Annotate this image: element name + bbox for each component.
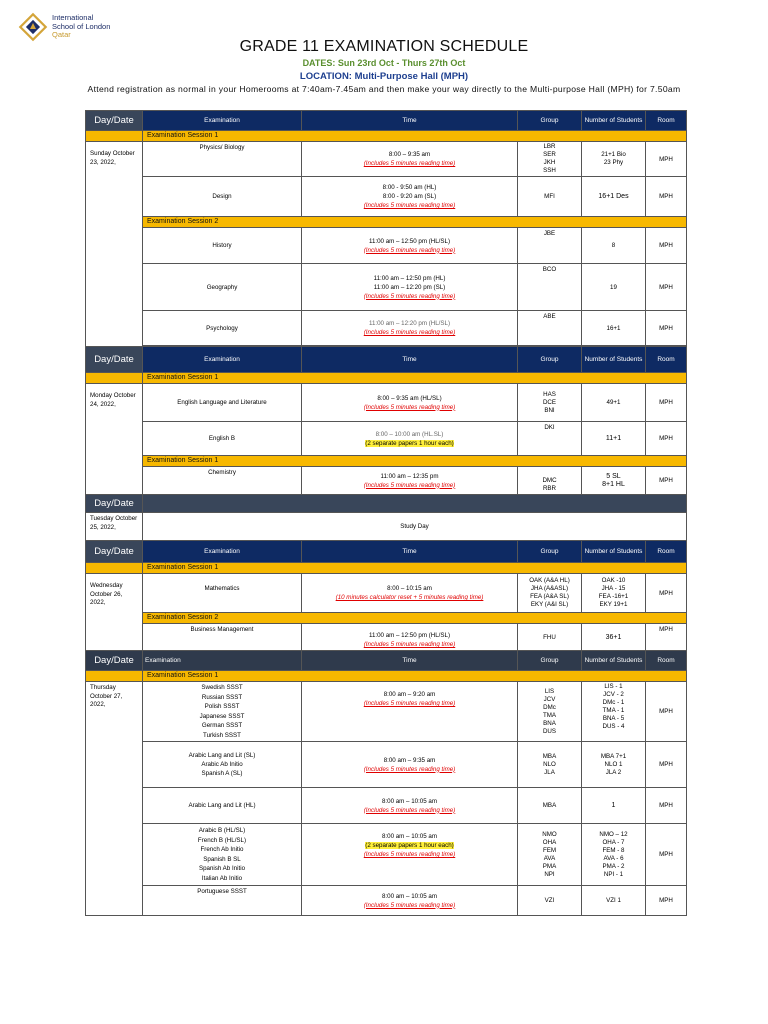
exam-room: MPH xyxy=(646,311,687,346)
exam-name: English B xyxy=(143,422,302,456)
student-count: 49+1 xyxy=(582,384,646,422)
session-label: Examination Session 1 xyxy=(143,131,687,142)
exam-group: VZI xyxy=(518,886,582,916)
session-label: Examination Session 1 xyxy=(143,671,687,682)
reading-note: (Includes 5 minutes reading time) xyxy=(363,246,456,254)
exam-room: MPH xyxy=(646,228,687,264)
exam-name: English Language and Literature xyxy=(143,384,302,422)
header-room: Room xyxy=(646,651,687,671)
exam-group: JBE xyxy=(518,228,582,264)
table-row xyxy=(86,228,687,264)
header-row xyxy=(86,541,687,563)
student-count: 16+1 xyxy=(582,311,646,346)
exam-group: OAK (A&A HL) JHA (A&ASL) FEA (A&A SL) EKY (A&I SL) xyxy=(518,574,582,613)
day-cell: Wednesday October 26, 2022, xyxy=(86,574,143,651)
day-cell: Tuesday October 25, 2022, xyxy=(86,513,143,541)
school-name: International School of London Qatar xyxy=(52,13,111,40)
reading-note: (Includes 5 minutes reading time) xyxy=(363,641,456,648)
table-row xyxy=(86,384,687,422)
student-count: OAK -10 JHA - 15 FEA -16+1 EKY 19+1 xyxy=(582,574,646,613)
exam-room: MPH xyxy=(646,824,687,886)
papers-note: (2 separate papers 1 hour each) xyxy=(365,842,454,849)
header-day: Day/Date xyxy=(86,495,143,513)
header-group: Group xyxy=(518,651,582,671)
reading-note: (Includes 5 minutes reading time) xyxy=(363,329,456,336)
exam-name: Psychology xyxy=(143,311,302,346)
exam-time: 8:00 – 10:00 am (HL.SL) xyxy=(375,430,444,438)
exam-name: Arabic Lang and Lit (HL) xyxy=(143,788,302,824)
exam-name: Mathematics xyxy=(143,574,302,613)
header-group: Group xyxy=(518,111,582,131)
exam-time: 8:00 – 9:35 am (HL/SL) xyxy=(377,394,442,402)
student-count: 1 xyxy=(582,788,646,824)
header-exam: Examination xyxy=(143,651,302,671)
session-label: Examination Session 2 xyxy=(143,217,687,228)
student-count: 21+1 Bio 23 Phy xyxy=(582,142,646,177)
header-time: Time xyxy=(302,347,518,373)
exam-time: 11:00 am – 12:50 pm (HL) 11:00 am – 12:20 pm (SL) xyxy=(373,274,446,291)
header-day: Day/Date xyxy=(86,347,143,373)
header-exam: Examination xyxy=(143,541,302,563)
table-row xyxy=(86,142,687,177)
reading-note: (Includes 5 minutes reading time) xyxy=(363,901,456,909)
table-row xyxy=(86,264,687,311)
header-students: Number of Students xyxy=(582,347,646,373)
registration-note: Attend registration as normal in your Homerooms at 7:40am-7.45am and then make your way directly to the Multi-purpose Hall (MPH) for 7.50am xyxy=(87,84,681,94)
header-group: Group xyxy=(518,347,582,373)
reading-note: (Includes 5 minutes reading time) xyxy=(363,700,456,707)
exam-name: Chemistry xyxy=(143,467,302,495)
header-room: Room xyxy=(646,541,687,563)
exam-room: MPH xyxy=(646,574,687,613)
student-count: MBA 7+1 NLO 1 JLA 2 xyxy=(582,742,646,788)
exam-dates: DATES: Sun 23rd Oct - Thurs 27th Oct xyxy=(302,58,466,68)
header-room: Room xyxy=(646,111,687,131)
exam-time: 8:00 am – 10:05 am xyxy=(381,797,438,805)
header-time: Time xyxy=(302,111,518,131)
reading-note: (Includes 5 minutes reading time) xyxy=(363,202,456,209)
student-count: VZI 1 xyxy=(582,886,646,916)
exam-group: MBA NLO JLA xyxy=(518,742,582,788)
table-row xyxy=(86,824,687,886)
header-row xyxy=(86,651,687,671)
exam-time: 11:00 am – 12:35 pm xyxy=(380,472,439,480)
header-day: Day/Date xyxy=(86,111,143,131)
table-row xyxy=(86,574,687,613)
exam-group: HAS DCE BNI xyxy=(518,384,582,422)
table-row xyxy=(86,682,687,742)
exam-name: History xyxy=(143,228,302,264)
calc-note: (10 minutes calculator reset + 5 minutes reading time) xyxy=(335,594,484,601)
reading-note: (Includes 5 minutes reading time) xyxy=(363,160,456,167)
exam-time: 8:00 – 9:35 am xyxy=(388,151,431,158)
session-label: Examination Session 1 xyxy=(143,456,687,467)
exam-name: Business Management xyxy=(143,624,302,651)
student-count: 19 xyxy=(582,264,646,311)
student-count: 8 xyxy=(582,228,646,264)
table-row xyxy=(86,311,687,346)
papers-note: (2 separate papers 1 hour each) xyxy=(365,439,454,447)
exam-group: MBA xyxy=(518,788,582,824)
table-row xyxy=(86,422,687,456)
exam-schedule-table xyxy=(85,110,687,916)
reading-note: (Includes 5 minutes reading time) xyxy=(363,851,456,858)
exam-name: Portuguese SSST xyxy=(143,886,302,916)
exam-room: MPH xyxy=(646,142,687,177)
exam-room: MPH xyxy=(646,467,687,495)
reading-note: (Includes 5 minutes reading time) xyxy=(363,481,456,489)
exam-room: MPH xyxy=(646,788,687,824)
reading-note: (Includes 5 minutes reading time) xyxy=(363,765,456,773)
table-row xyxy=(86,886,687,916)
exam-group: DMC RBR xyxy=(518,467,582,495)
exam-group: ABE xyxy=(518,311,582,346)
table-row xyxy=(86,177,687,217)
table-row xyxy=(86,513,687,541)
header-exam: Examination xyxy=(143,111,302,131)
exam-room: MPH xyxy=(646,264,687,311)
header-room: Room xyxy=(646,347,687,373)
exam-group: LBR SER JKH SSH xyxy=(518,142,582,177)
exam-time: 11:00 am – 12:50 pm (HL/SL) xyxy=(368,237,451,245)
header-students: Number of Students xyxy=(582,111,646,131)
day-cell: Sunday October 23, 2022, xyxy=(86,142,143,347)
exam-location: LOCATION: Multi-Purpose Hall (MPH) xyxy=(299,71,469,82)
study-day-label: Study Day xyxy=(143,513,687,541)
student-count: 36+1 xyxy=(582,624,646,651)
exam-room: MPH xyxy=(646,384,687,422)
student-count: 16+1 Des xyxy=(582,177,646,217)
exam-group: NMO OHA FEM AVA PMA NPI xyxy=(518,824,582,886)
header-day: Day/Date xyxy=(86,541,143,563)
reading-note: (Includes 5 minutes reading time) xyxy=(363,403,456,411)
header-row xyxy=(86,111,687,131)
exam-room: MPH xyxy=(646,177,687,217)
header-students: Number of Students xyxy=(582,541,646,563)
reading-note: (Includes 5 minutes reading time) xyxy=(363,806,456,814)
header-time: Time xyxy=(302,651,518,671)
table-row xyxy=(86,467,687,495)
header-row xyxy=(86,347,687,373)
exam-name: Arabic Lang and Lit (SL) Arabic Ab Initio Spanish A (SL) xyxy=(143,742,302,788)
exam-time: 8:00 - 9:50 am (HL) 8:00 - 9:20 am (SL) xyxy=(382,184,437,200)
exam-time: 8:00 am – 9:35 am xyxy=(383,756,436,764)
exam-room: MPH xyxy=(646,742,687,788)
table-row xyxy=(86,742,687,788)
exam-group: DKI xyxy=(518,422,582,456)
exam-time: 11:00 am – 12:50 pm (HL/SL) xyxy=(368,632,451,639)
exam-time: 8:00 am – 10:05 am xyxy=(381,833,438,840)
exam-name: Physics/ Biology xyxy=(143,142,302,177)
exam-room: MPH xyxy=(646,886,687,916)
student-count: LIS - 1 JCV - 2 DMc - 1 TMA - 1 BNA - 5 DUS - 4 xyxy=(582,682,646,742)
session-label: Examination Session 2 xyxy=(143,613,687,624)
exam-room: MPH xyxy=(646,682,687,742)
exam-name: Swedish SSST Russian SSST Polish SSST Japanese SSST German SSST Turkish SSST xyxy=(143,682,302,742)
exam-name: Geography xyxy=(143,264,302,311)
session-label: Examination Session 1 xyxy=(143,563,687,574)
student-count: NMO – 12 OHA - 7 FEM - 8 AVA - 6 PMA - 2 NPI - 1 xyxy=(582,824,646,886)
student-count: 5 SL 8+1 HL xyxy=(582,467,646,495)
header-time: Time xyxy=(302,541,518,563)
exam-name: Arabic B (HL/SL) French B (HL/SL) French Ab Initio Spanish B SL Spanish Ab Initio Italian Ab Initio xyxy=(143,824,302,886)
exam-time: 8:00 am – 9:20 am xyxy=(383,691,436,698)
header-exam: Examination xyxy=(143,347,302,373)
day-cell: Thursday October 27, 2022, xyxy=(86,682,143,916)
exam-group: FHU xyxy=(518,624,582,651)
table-row xyxy=(86,624,687,651)
exam-room: MPH xyxy=(646,624,687,651)
student-count: 11+1 xyxy=(582,422,646,456)
exam-group: MFI xyxy=(518,177,582,217)
page-title: GRADE 11 EXAMINATION SCHEDULE xyxy=(239,38,529,55)
header-students: Number of Students xyxy=(582,651,646,671)
exam-time: 8:00 – 10:15 am xyxy=(387,585,432,592)
exam-room: MPH xyxy=(646,422,687,456)
exam-time: 8:00 am – 10:05 am xyxy=(381,892,438,900)
exam-name: Design xyxy=(143,177,302,217)
header-group: Group xyxy=(518,541,582,563)
session-label: Examination Session 1 xyxy=(143,373,687,384)
header-day: Day/Date xyxy=(86,651,143,671)
exam-group: LIS JCV DMc TMA BNA DUS xyxy=(518,682,582,742)
exam-group: BCO xyxy=(518,264,582,311)
day-cell: Monday October 24, 2022, xyxy=(86,384,143,495)
table-row xyxy=(86,788,687,824)
exam-time: 11:00 am – 12:20 pm (HL/SL) xyxy=(368,320,451,327)
reading-note: (Includes 5 minutes reading time) xyxy=(363,292,456,300)
